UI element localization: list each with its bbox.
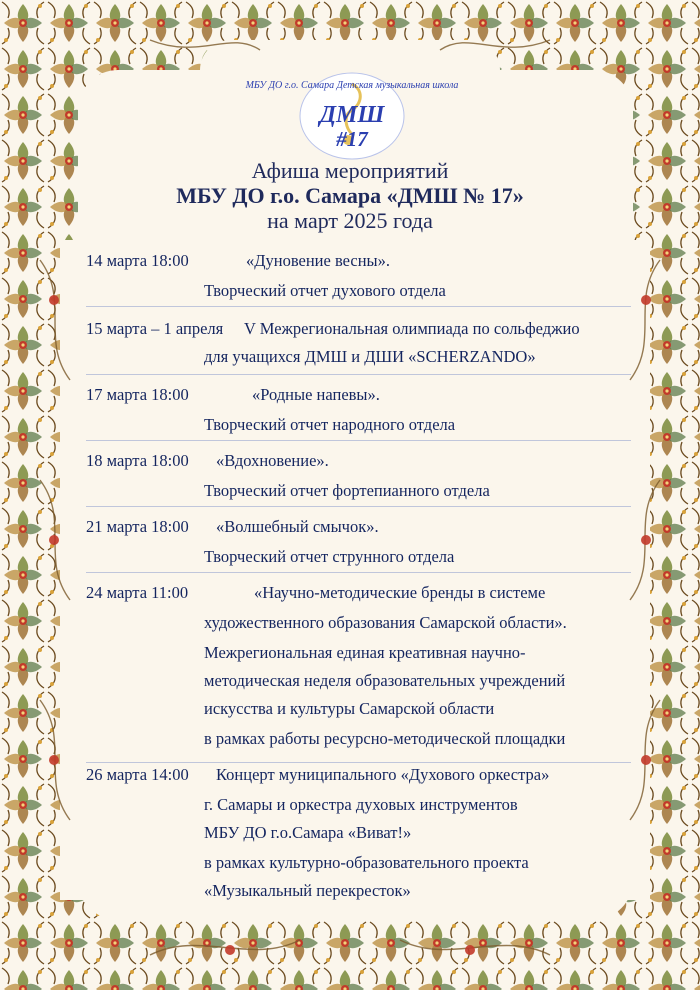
logo-monogram: ДМШ [319, 102, 385, 128]
event-item [86, 384, 631, 441]
page-title [100, 158, 600, 233]
event-date: 17 марта 18:00 [86, 385, 189, 404]
logo-ring-text: МБУ ДО г.о. Самара Детская музыкальная школа [245, 80, 459, 91]
school-logo [245, 70, 459, 162]
title-line-1: Афиша мероприятий [251, 158, 449, 183]
event-date: 26 марта 14:00 [86, 765, 189, 784]
logo-number: #17 [336, 127, 368, 151]
event-item [86, 450, 631, 507]
event-description: «Музыкальный перекресток» [204, 881, 411, 900]
event-title: V Межрегиональная олимпиада по сольфеджио [244, 319, 580, 338]
event-description: МБУ ДО г.о.Самара «Виват!» [204, 823, 412, 842]
event-description: Межрегиональная единая креативная научно- [204, 643, 526, 662]
event-description: в рамках культурно-образовательного проекта [204, 853, 529, 872]
event-description: г. Самары и оркестра духовых инструментов [204, 795, 518, 814]
title-line-3: на март 2025 года [267, 208, 433, 233]
event-title: «Научно-методические бренды в системе [254, 583, 546, 602]
event-title: «Вдохновение». [216, 451, 329, 470]
event-description: в рамках работы ресурсно-методической площадки [204, 729, 566, 748]
event-title: «Дуновение весны». [246, 251, 391, 270]
title-line-2: МБУ ДО г.о. Самара «ДМШ № 17» [176, 183, 524, 208]
event-title: «Волшебный смычок». [216, 517, 379, 536]
event-description: методическая неделя образовательных учреждений [204, 671, 566, 690]
event-item [86, 582, 631, 763]
event-title: Концерт муниципального «Духового оркестра» [216, 765, 550, 784]
event-description: Творческий отчет духового отдела [204, 281, 446, 300]
event-description: Творческий отчет струнного отдела [204, 547, 455, 566]
event-date: 21 марта 18:00 [86, 517, 189, 536]
event-date: 14 марта 18:00 [86, 251, 189, 270]
event-date: 15 марта – 1 апреля [86, 319, 224, 338]
event-date: 18 марта 18:00 [86, 451, 189, 470]
event-date: 24 марта 11:00 [86, 583, 189, 602]
event-item [86, 764, 631, 918]
event-item [86, 250, 631, 307]
event-description: для учащихся ДМШ и ДШИ «SCHERZANDO» [204, 347, 536, 366]
event-description: художественного образования Самарской области». [204, 613, 567, 632]
event-title: «Родные напевы». [252, 385, 380, 404]
event-description: Творческий отчет народного отдела [204, 415, 456, 434]
event-item [86, 318, 631, 375]
event-description: Творческий отчет фортепианного отдела [204, 481, 490, 500]
event-description: искусства и культуры Самарской области [204, 699, 495, 718]
event-item [86, 516, 631, 573]
